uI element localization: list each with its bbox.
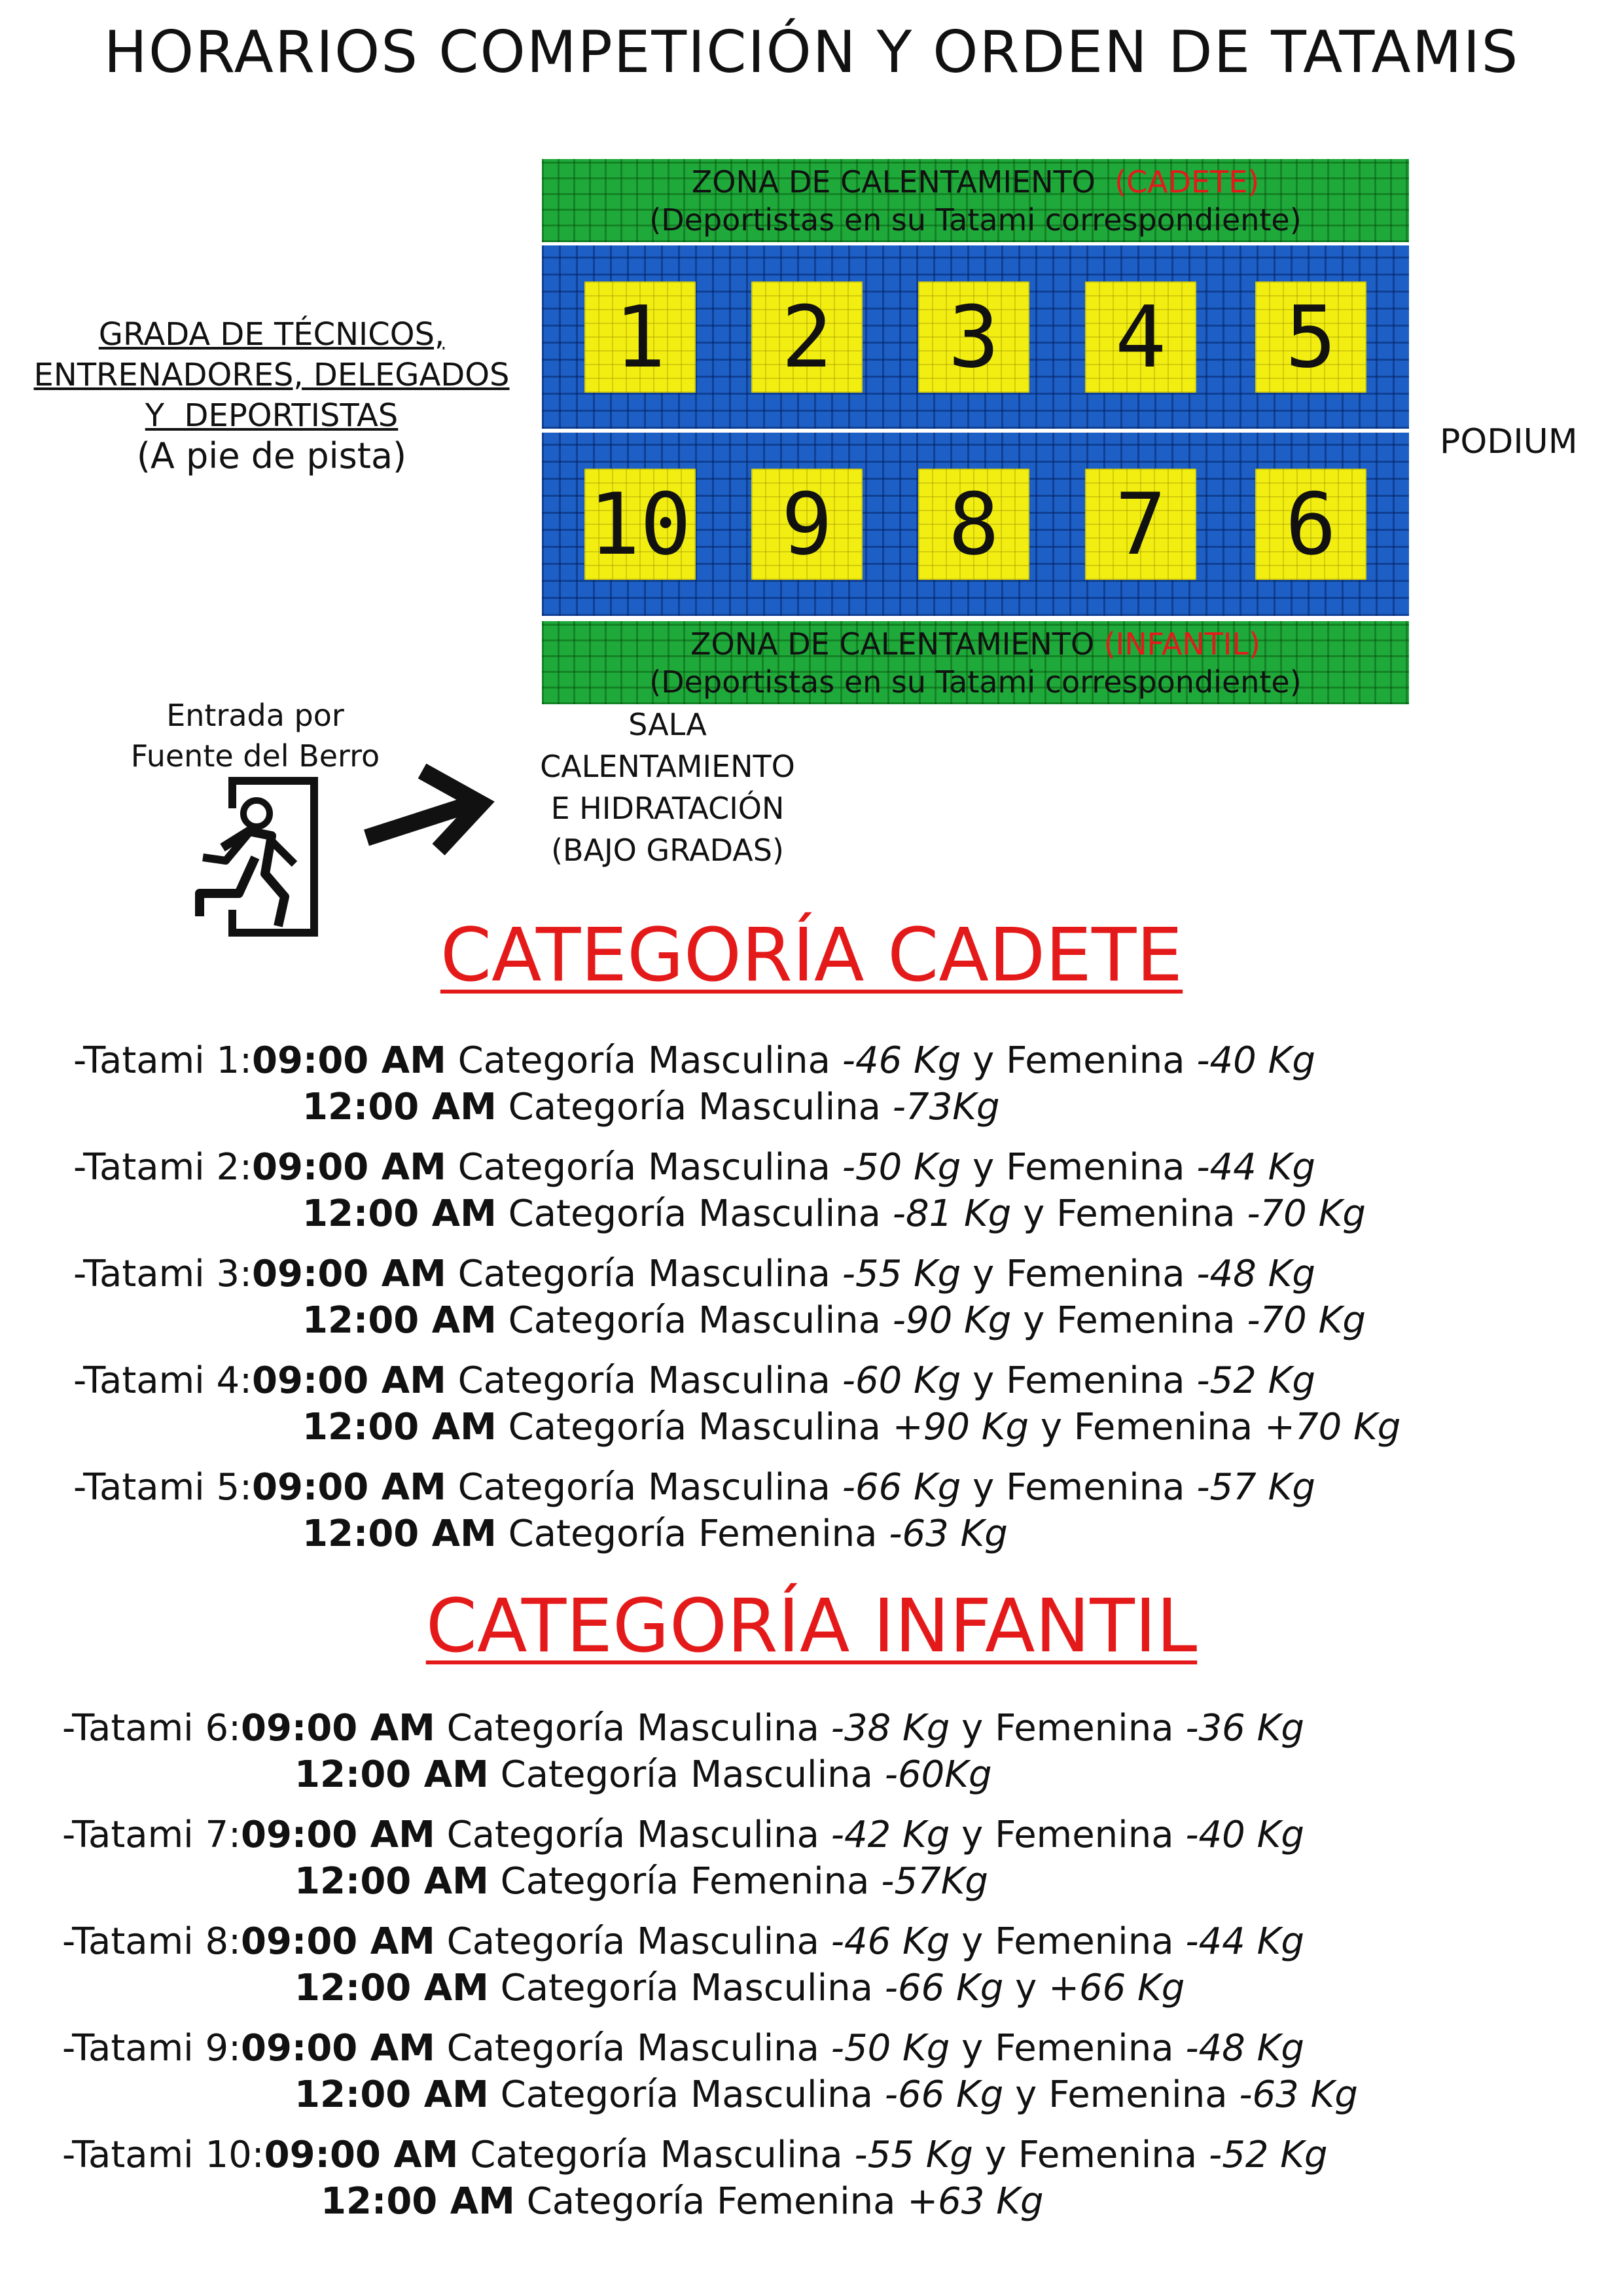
weight: -40 Kg bbox=[1196, 1039, 1315, 1082]
schedule-row-morning bbox=[62, 1705, 1623, 1751]
stands-label bbox=[0, 314, 543, 476]
arrow-right-icon bbox=[360, 759, 497, 857]
category-text: y Femenina bbox=[961, 1146, 1197, 1189]
category-text: Categoría Masculina bbox=[446, 1466, 842, 1509]
weight: -44 Kg bbox=[1196, 1146, 1315, 1189]
schedule-entry bbox=[62, 1918, 1623, 2011]
tatami-10: 10 bbox=[584, 469, 696, 580]
time: 12:00 AM bbox=[321, 2180, 515, 2223]
weight: -48 Kg bbox=[1185, 2027, 1304, 2070]
weight: -57 Kg bbox=[1196, 1466, 1315, 1509]
mat-row-top bbox=[542, 245, 1409, 429]
weight: -70 Kg bbox=[1247, 1299, 1366, 1342]
warmup-zone-subtitle: (Deportistas en su Tatami correspondiente) bbox=[649, 664, 1302, 700]
category-text: Categoría Masculina bbox=[496, 1086, 893, 1128]
weight: -66 Kg bbox=[842, 1466, 961, 1509]
category-text: Categoría Masculina bbox=[496, 1406, 893, 1448]
category-text: Categoría Masculina bbox=[435, 1707, 831, 1749]
tatami-8: 8 bbox=[918, 469, 1029, 580]
stands-line-1: GRADA DE TÉCNICOS, bbox=[98, 316, 445, 353]
time: 09:00 AM bbox=[252, 1359, 446, 1402]
tatami-2: 2 bbox=[751, 281, 863, 393]
category-text: Categoría Masculina bbox=[435, 2027, 831, 2070]
schedule-row-morning bbox=[62, 1918, 1623, 1965]
weight: -38 Kg bbox=[830, 1707, 950, 1749]
entrance-label bbox=[111, 695, 399, 776]
schedule-row-noon bbox=[62, 1858, 1623, 1905]
category-text: y Femenina bbox=[961, 1253, 1197, 1295]
time: 12:00 AM bbox=[294, 1753, 489, 1796]
tatami-label: -Tatami 10: bbox=[62, 2134, 264, 2176]
time: 09:00 AM bbox=[241, 1920, 435, 1963]
weight: -63 Kg bbox=[889, 1513, 1008, 1555]
category-text: Categoría Masculina bbox=[488, 1753, 885, 1796]
weight: -81 Kg bbox=[892, 1193, 1012, 1235]
schedule-row-noon bbox=[73, 1297, 1623, 1344]
schedule-row-noon bbox=[62, 1965, 1623, 2011]
category-text: y Femenina bbox=[950, 1814, 1186, 1856]
time: 09:00 AM bbox=[252, 1466, 446, 1509]
schedule-entry bbox=[62, 1812, 1623, 1905]
tatami-9: 9 bbox=[751, 469, 863, 580]
tatami-label: -Tatami 8: bbox=[62, 1920, 241, 1963]
category-text: y Femenina bbox=[1003, 2073, 1240, 2116]
schedule-row-noon bbox=[62, 2178, 1623, 2225]
weight: -60Kg bbox=[884, 1753, 992, 1796]
tatami-1: 1 bbox=[584, 281, 696, 393]
mat-row-bottom bbox=[542, 433, 1409, 616]
schedule-row-morning bbox=[73, 1037, 1623, 1084]
weight: -66 Kg bbox=[884, 1967, 1004, 2009]
weight: -66 Kg bbox=[884, 2073, 1004, 2116]
floor-plan bbox=[542, 159, 1409, 706]
weight: -46 Kg bbox=[830, 1920, 950, 1963]
schedule-row-noon bbox=[73, 1404, 1623, 1450]
time: 12:00 AM bbox=[294, 2073, 489, 2116]
stands-line-3: Y DEPORTISTAS bbox=[145, 397, 399, 434]
category-text: Categoría Masculina bbox=[446, 1359, 842, 1402]
schedule-entry bbox=[73, 1251, 1623, 1344]
tatami-label: -Tatami 9: bbox=[62, 2027, 241, 2070]
warmup-zone-label: ZONA DE CALENTAMIENTO bbox=[691, 164, 1096, 200]
tatami-label: -Tatami 1: bbox=[73, 1039, 252, 1082]
entrance-line-1: Entrada por bbox=[166, 698, 344, 733]
schedule-entry bbox=[73, 1464, 1623, 1557]
sala-line-2: CALENTAMIENTO bbox=[540, 749, 795, 784]
weight: -52 Kg bbox=[1208, 2134, 1328, 2176]
schedule-entry bbox=[73, 1037, 1623, 1130]
schedule-cadete bbox=[0, 1037, 1623, 1571]
warmup-zone-subtitle: (Deportistas en su Tatami correspondiente) bbox=[649, 202, 1302, 238]
weight: -40 Kg bbox=[1185, 1814, 1304, 1856]
warmup-hydration-room-label bbox=[504, 704, 831, 871]
category-title-infantil: CATEGORÍA INFANTIL bbox=[425, 1584, 1198, 1669]
category-text: Categoría Masculina bbox=[488, 2073, 885, 2116]
tatami-label: -Tatami 5: bbox=[73, 1466, 252, 1509]
schedule-row-noon bbox=[73, 1191, 1623, 1237]
category-text: Categoría Masculina bbox=[488, 1967, 885, 2009]
weight: -42 Kg bbox=[830, 1814, 950, 1856]
weight: -36 Kg bbox=[1185, 1707, 1304, 1749]
category-text: Categoría Femenina bbox=[496, 1513, 889, 1555]
tatami-7: 7 bbox=[1085, 469, 1196, 580]
category-text: y Femenina bbox=[1029, 1406, 1265, 1448]
time: 09:00 AM bbox=[264, 2134, 459, 2176]
schedule-entry bbox=[62, 1705, 1623, 1798]
tatami-5: 5 bbox=[1255, 281, 1366, 393]
category-text: Categoría Femenina bbox=[514, 2180, 908, 2223]
sala-line-1: SALA bbox=[628, 707, 707, 742]
warmup-zone-cadete bbox=[542, 159, 1409, 242]
category-text: y Femenina bbox=[961, 1466, 1197, 1509]
warmup-zone-tag-infantil: (INFANTIL) bbox=[1103, 626, 1260, 662]
time: 09:00 AM bbox=[252, 1253, 446, 1295]
schedule-entry bbox=[73, 1357, 1623, 1450]
weight: -90 Kg bbox=[892, 1299, 1012, 1342]
category-text: y bbox=[1003, 1967, 1049, 2009]
sala-line-3: E HIDRATACIÓN bbox=[550, 791, 785, 826]
time: 12:00 AM bbox=[302, 1193, 497, 1235]
tatami-label: -Tatami 3: bbox=[73, 1253, 252, 1295]
category-title-cadete: CATEGORÍA CADETE bbox=[440, 913, 1183, 998]
schedule-entry bbox=[62, 2132, 1623, 2225]
weight: -44 Kg bbox=[1185, 1920, 1304, 1963]
warmup-zone-tag-cadete: (CADETE) bbox=[1115, 164, 1260, 200]
tatami-4: 4 bbox=[1085, 281, 1196, 393]
tatami-label: -Tatami 6: bbox=[62, 1707, 241, 1749]
weight: +70 Kg bbox=[1264, 1406, 1401, 1448]
time: 09:00 AM bbox=[241, 2027, 435, 2070]
tatami-6: 6 bbox=[1255, 469, 1366, 580]
category-text: y Femenina bbox=[950, 1707, 1186, 1749]
weight: -55 Kg bbox=[842, 1253, 961, 1295]
weight: +90 Kg bbox=[892, 1406, 1029, 1448]
category-text: Categoría Masculina bbox=[496, 1299, 893, 1342]
category-text: Categoría Masculina bbox=[435, 1814, 831, 1856]
weight: -55 Kg bbox=[854, 2134, 973, 2176]
sala-line-4: (BAJO GRADAS) bbox=[551, 833, 784, 868]
weight: -50 Kg bbox=[842, 1146, 961, 1189]
weight: -50 Kg bbox=[830, 2027, 950, 2070]
time: 12:00 AM bbox=[302, 1406, 497, 1448]
category-text: y Femenina bbox=[961, 1359, 1197, 1402]
category-text: Categoría Masculina bbox=[496, 1193, 893, 1235]
category-text: y Femenina bbox=[1011, 1193, 1247, 1235]
time: 09:00 AM bbox=[252, 1039, 446, 1082]
time: 12:00 AM bbox=[302, 1299, 497, 1342]
warmup-zone-infantil bbox=[542, 621, 1409, 704]
stands-line-4: (A pie de pista) bbox=[136, 435, 407, 476]
category-text: Categoría Femenina bbox=[488, 1860, 882, 1903]
podium-label: PODIUM bbox=[1440, 422, 1578, 461]
category-text: Categoría Masculina bbox=[435, 1920, 831, 1963]
time: 12:00 AM bbox=[294, 1967, 489, 2009]
schedule-entry bbox=[62, 2025, 1623, 2118]
weight: -46 Kg bbox=[842, 1039, 961, 1082]
schedule-row-morning bbox=[73, 1251, 1623, 1297]
schedule-row-noon bbox=[62, 1751, 1623, 1798]
stands-line-2: ENTRENADORES, DELEGADOS bbox=[33, 357, 510, 393]
weight: -73Kg bbox=[892, 1086, 1000, 1128]
schedule-infantil bbox=[0, 1705, 1623, 2238]
category-text: y Femenina bbox=[972, 2134, 1209, 2176]
time: 12:00 AM bbox=[302, 1086, 497, 1128]
page-title: HORARIOS COMPETICIÓN Y ORDEN DE TATAMIS bbox=[103, 18, 1520, 86]
weight: -70 Kg bbox=[1247, 1193, 1366, 1235]
schedule-entry bbox=[73, 1144, 1623, 1237]
weight: -48 Kg bbox=[1196, 1253, 1315, 1295]
entrance-line-2: Fuente del Berro bbox=[130, 738, 380, 774]
category-text: Categoría Masculina bbox=[458, 2134, 855, 2176]
tatami-label: -Tatami 7: bbox=[62, 1814, 241, 1856]
weight: +63 Kg bbox=[907, 2180, 1044, 2223]
tatami-label: -Tatami 4: bbox=[73, 1359, 252, 1402]
schedule-row-noon bbox=[73, 1511, 1623, 1557]
warmup-zone-label: ZONA DE CALENTAMIENTO bbox=[690, 626, 1095, 662]
category-text: y Femenina bbox=[950, 2027, 1186, 2070]
category-text: y Femenina bbox=[961, 1039, 1197, 1082]
weight: +66 Kg bbox=[1048, 1967, 1185, 2009]
category-text: Categoría Masculina bbox=[446, 1146, 842, 1189]
time: 12:00 AM bbox=[302, 1513, 497, 1555]
weight: -57Kg bbox=[881, 1860, 988, 1903]
schedule-row-morning bbox=[73, 1357, 1623, 1404]
time: 09:00 AM bbox=[241, 1814, 435, 1856]
category-text: y Femenina bbox=[1011, 1299, 1247, 1342]
time: 12:00 AM bbox=[294, 1860, 489, 1903]
tatami-3: 3 bbox=[918, 281, 1029, 393]
category-text: y Femenina bbox=[950, 1920, 1186, 1963]
schedule-row-morning bbox=[62, 1812, 1623, 1858]
schedule-row-morning bbox=[62, 2132, 1623, 2178]
tatami-label: -Tatami 2: bbox=[73, 1146, 252, 1189]
schedule-row-noon bbox=[62, 2072, 1623, 2118]
weight: -60 Kg bbox=[842, 1359, 961, 1402]
category-text: Categoría Masculina bbox=[446, 1253, 842, 1295]
schedule-row-noon bbox=[73, 1084, 1623, 1130]
schedule-row-morning bbox=[73, 1144, 1623, 1191]
weight: -63 Kg bbox=[1239, 2073, 1358, 2116]
schedule-row-morning bbox=[73, 1464, 1623, 1511]
schedule-row-morning bbox=[62, 2025, 1623, 2072]
category-text: Categoría Masculina bbox=[446, 1039, 842, 1082]
time: 09:00 AM bbox=[252, 1146, 446, 1189]
weight: -52 Kg bbox=[1196, 1359, 1315, 1402]
time: 09:00 AM bbox=[241, 1707, 435, 1749]
